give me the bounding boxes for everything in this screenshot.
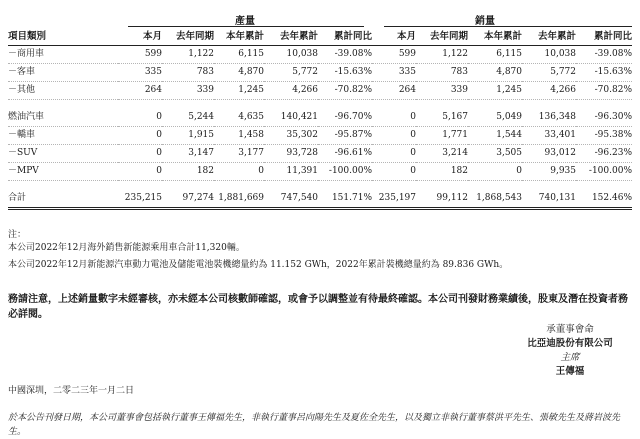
table-cell: 10,038	[264, 46, 318, 64]
column-header: 本年累計	[214, 28, 264, 46]
table-cell: 0	[118, 109, 162, 127]
table-cell: 3,505	[468, 145, 522, 163]
table-row	[8, 145, 632, 163]
table-row	[8, 163, 632, 181]
table-cell: 1,122	[162, 46, 214, 64]
table-cell: 335	[118, 64, 162, 82]
table-cell: 136,348	[522, 109, 576, 127]
table-cell: 5,772	[264, 64, 318, 82]
table-cell: 3,177	[214, 145, 264, 163]
table-cell: 5,244	[162, 109, 214, 127]
table-cell: -39.08%	[576, 46, 632, 64]
table-cell: 339	[416, 82, 468, 100]
table-cell: 9,935	[522, 163, 576, 181]
table-cell: 5,772	[522, 64, 576, 82]
spacer-cell	[468, 181, 522, 191]
column-header: 本年累計	[468, 28, 522, 46]
table-cell: 747,540	[264, 190, 318, 209]
table-cell: 0	[372, 163, 416, 181]
table-cell: 99,112	[416, 190, 468, 209]
table-cell: -95.87%	[318, 127, 372, 145]
table-cell: 140,421	[264, 109, 318, 127]
sales-group-rule	[384, 26, 632, 27]
table-cell: 264	[118, 82, 162, 100]
column-header: 去年同期	[416, 28, 468, 46]
note-line-1: 本公司2022年12月海外銷售新能源乘用車合計11,320輛。	[8, 243, 245, 253]
table-cell: 3,214	[416, 145, 468, 163]
table-cell: -70.82%	[318, 82, 372, 100]
table-cell: 0	[372, 127, 416, 145]
column-header: 去年累計	[522, 28, 576, 46]
table-cell: 93,728	[264, 145, 318, 163]
spacer-cell	[8, 181, 118, 191]
table-cell: 5,167	[416, 109, 468, 127]
table-cell: 3,147	[162, 145, 214, 163]
column-header: 去年累計	[264, 28, 318, 46]
spacer-cell	[318, 181, 372, 191]
spacer-cell	[318, 100, 372, 110]
table-cell: 0	[118, 127, 162, 145]
table-cell: 35,302	[264, 127, 318, 145]
table-cell: 4,266	[264, 82, 318, 100]
column-header: 本月	[118, 28, 162, 46]
table-cell: 740,131	[522, 190, 576, 209]
table-row	[8, 109, 632, 127]
sales-group-header: 銷量	[475, 16, 495, 27]
table-cell: 6,115	[214, 46, 264, 64]
signature-company: 比亞迪股份有限公司	[527, 338, 613, 349]
spacer-cell	[214, 181, 264, 191]
spacer-cell	[8, 100, 118, 110]
spacer-cell	[416, 181, 468, 191]
place-date: 中國深圳，二零二三年一月二日	[8, 386, 135, 396]
column-header: 項目類別	[8, 28, 118, 46]
table-cell: -96.70%	[318, 109, 372, 127]
table-cell: 1,245	[214, 82, 264, 100]
table-cell: 152.46%	[576, 190, 632, 209]
row-label: －轎車	[8, 127, 118, 145]
notes-label: 注：	[8, 230, 27, 240]
signature-by-order: 承董事會命	[546, 324, 594, 335]
table-cell: 4,870	[214, 64, 264, 82]
table-cell: 1,458	[214, 127, 264, 145]
spacer-cell	[372, 100, 416, 110]
table-cell: -96.23%	[576, 145, 632, 163]
spacer-cell	[162, 181, 214, 191]
spacer-row	[8, 100, 632, 110]
table-cell: 1,122	[416, 46, 468, 64]
production-group-header: 產量	[235, 16, 255, 27]
table-cell: 182	[416, 163, 468, 181]
table-cell: 182	[162, 163, 214, 181]
column-header: 本月	[372, 28, 416, 46]
table-cell: -15.63%	[318, 64, 372, 82]
table-cell: 33,401	[522, 127, 576, 145]
table-cell: -95.38%	[576, 127, 632, 145]
spacer-cell	[576, 181, 632, 191]
production-group-rule	[128, 26, 364, 27]
table-cell: 1,868,543	[468, 190, 522, 209]
table-cell: 6,115	[468, 46, 522, 64]
spacer-cell	[264, 100, 318, 110]
spacer-cell	[372, 181, 416, 191]
row-label: 燃油汽車	[8, 109, 118, 127]
column-header: 去年同期	[162, 28, 214, 46]
table-cell: -70.82%	[576, 82, 632, 100]
total-row	[8, 190, 632, 209]
table-cell: 151.71%	[318, 190, 372, 209]
spacer-cell	[118, 181, 162, 191]
table-cell: 5,049	[468, 109, 522, 127]
table-cell: 0	[214, 163, 264, 181]
spacer-cell	[468, 100, 522, 110]
column-header: 累計同比	[576, 28, 632, 46]
table-cell: 599	[118, 46, 162, 64]
table-cell: 783	[162, 64, 214, 82]
row-label: －商用車	[8, 46, 118, 64]
row-label: －其他	[8, 82, 118, 100]
table-cell: -15.63%	[576, 64, 632, 82]
table-cell: 235,215	[118, 190, 162, 209]
table-row	[8, 82, 632, 100]
table-cell: 264	[372, 82, 416, 100]
row-label: 合計	[8, 190, 118, 209]
spacer-cell	[416, 100, 468, 110]
table-header-row	[8, 28, 632, 46]
table-cell: -96.30%	[576, 109, 632, 127]
table-cell: 1,544	[468, 127, 522, 145]
table-cell: 599	[372, 46, 416, 64]
production-sales-table	[8, 28, 632, 210]
table-cell: 1,771	[416, 127, 468, 145]
table-cell: -100.00%	[576, 163, 632, 181]
table-cell: 0	[118, 163, 162, 181]
spacer-cell	[264, 181, 318, 191]
spacer-cell	[576, 100, 632, 110]
table-row	[8, 46, 632, 64]
table-cell: 339	[162, 82, 214, 100]
table-cell: 4,266	[522, 82, 576, 100]
declaration-text: 務請注意，上述銷量數字未經審核，亦未經本公司核數師確認，或會予以調整並有待最終確認。本公司刊發財務業績後，股東及潛在投資者務必詳閱。	[8, 294, 628, 320]
table-cell: 4,870	[468, 64, 522, 82]
spacer-cell	[522, 181, 576, 191]
spacer-row	[8, 181, 632, 191]
note-line-2: 本公司2022年12月新能源汽車動力電池及儲能電池裝機總量約為 11.152 GWh，2022年累計裝機總量約為 89.836 GWh。	[8, 260, 509, 270]
table-row	[8, 127, 632, 145]
table-cell: -100.00%	[318, 163, 372, 181]
table-cell: 4,635	[214, 109, 264, 127]
table-cell: 235,197	[372, 190, 416, 209]
board-composition-footer: 於本公告刊發日期，本公司董事會包括執行董事王傳福先生，非執行董事呂向陽先生及夏佐全先生，以及獨立非執行董事蔡洪平先生、張敏先生及蔣岩波先生。	[8, 413, 621, 437]
table-cell: 0	[372, 109, 416, 127]
table-cell: 1,245	[468, 82, 522, 100]
spacer-cell	[118, 100, 162, 110]
row-label: －客車	[8, 64, 118, 82]
table-cell: 1,915	[162, 127, 214, 145]
table-cell: 93,012	[522, 145, 576, 163]
table-row	[8, 64, 632, 82]
signature-name: 王傳福	[555, 366, 585, 377]
table-cell: -39.08%	[318, 46, 372, 64]
table-cell: 10,038	[522, 46, 576, 64]
row-label: －MPV	[8, 163, 118, 181]
table-cell: 11,391	[264, 163, 318, 181]
table-cell: 1,881,669	[214, 190, 264, 209]
table-cell: 783	[416, 64, 468, 82]
table-cell: 97,274	[162, 190, 214, 209]
spacer-cell	[522, 100, 576, 110]
table-cell: 0	[118, 145, 162, 163]
spacer-cell	[162, 100, 214, 110]
table-cell: 0	[468, 163, 522, 181]
row-label: －SUV	[8, 145, 118, 163]
table-cell: 335	[372, 64, 416, 82]
spacer-cell	[214, 100, 264, 110]
table-cell: 0	[372, 145, 416, 163]
signature-title: 主席	[560, 352, 580, 363]
column-header: 累計同比	[318, 28, 372, 46]
table-cell: -96.61%	[318, 145, 372, 163]
